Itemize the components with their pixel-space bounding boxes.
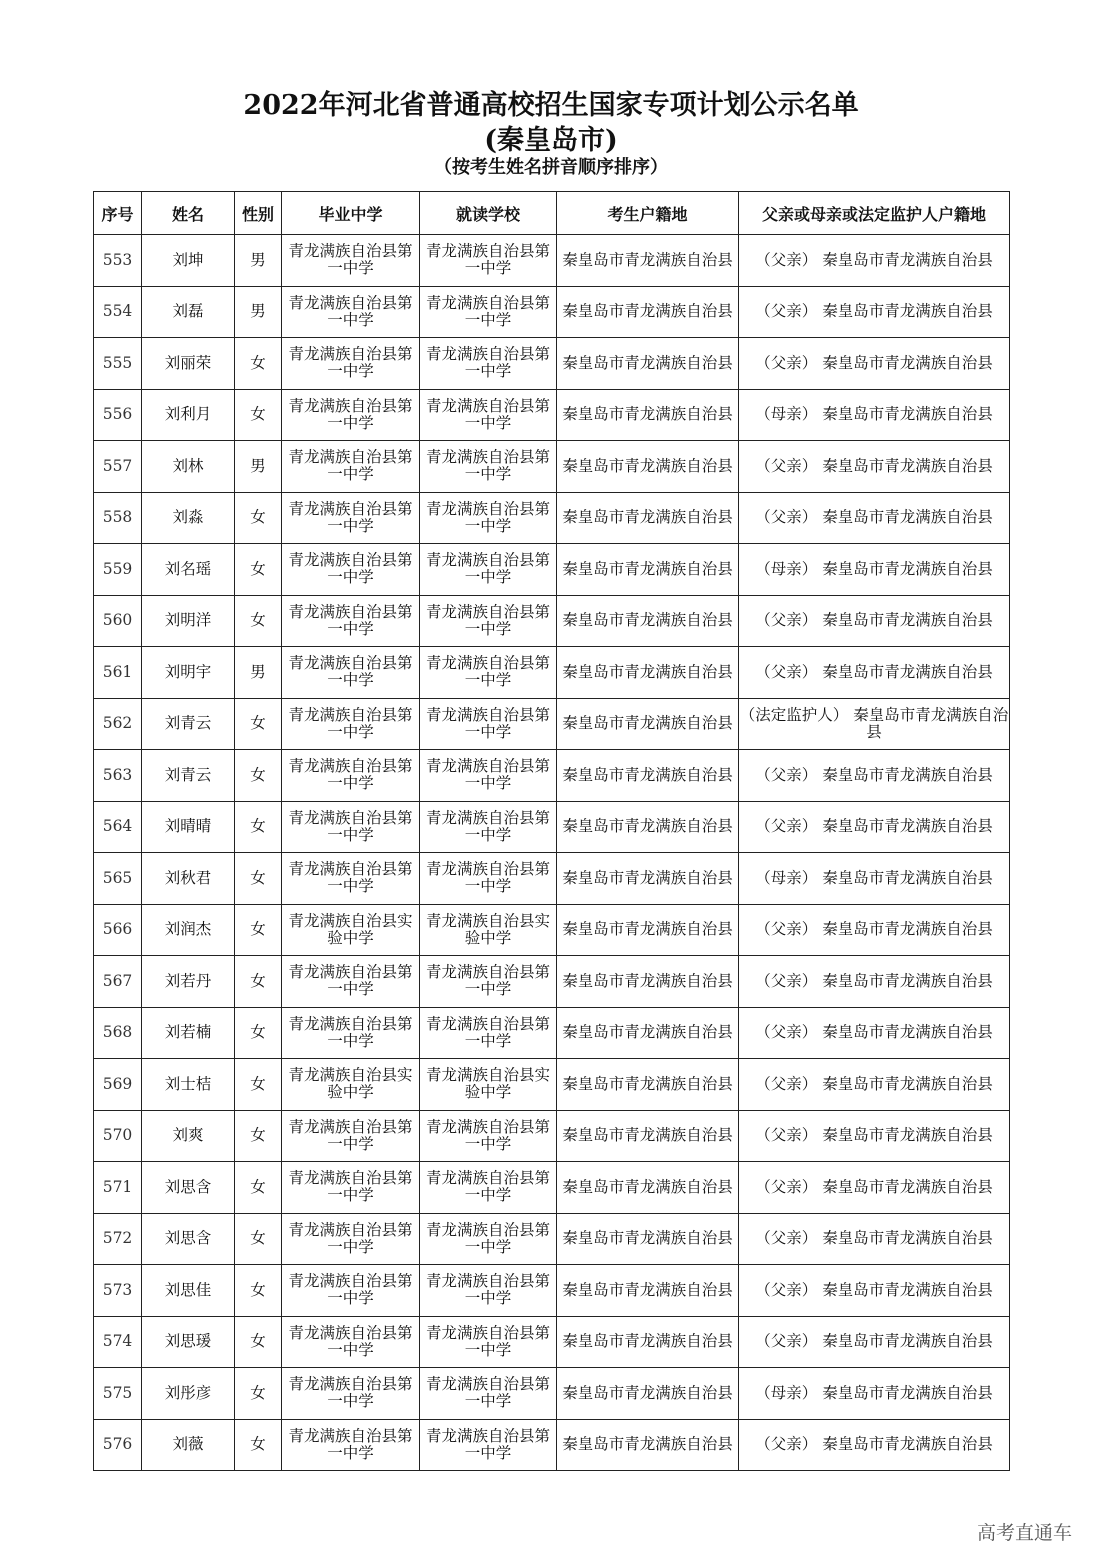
cell-sex: 女 xyxy=(235,1059,282,1111)
cell-current-school: 青龙满族自治县第一中学 xyxy=(420,1368,557,1420)
cell-no: 561 xyxy=(94,647,142,699)
page-subtitle: (秦皇岛市) xyxy=(484,125,618,156)
cell-no: 557 xyxy=(94,441,142,493)
cell-name: 刘坤 xyxy=(142,235,235,287)
cell-hukou: 秦皇岛市青龙满族自治县 xyxy=(557,647,739,699)
cell-parent-hukou: （父亲） 秦皇岛市青龙满族自治县 xyxy=(739,338,1010,390)
table-row xyxy=(94,698,1010,750)
cell-name: 刘彤彦 xyxy=(142,1368,235,1420)
table-row xyxy=(94,1265,1010,1317)
cell-hukou: 秦皇岛市青龙满族自治县 xyxy=(557,1007,739,1059)
cell-current-school: 青龙满族自治县第一中学 xyxy=(420,1110,557,1162)
cell-sex: 女 xyxy=(235,801,282,853)
table-row xyxy=(94,1419,1010,1471)
cell-name: 刘若楠 xyxy=(142,1007,235,1059)
cell-no: 553 xyxy=(94,235,142,287)
cell-current-school: 青龙满族自治县第一中学 xyxy=(420,389,557,441)
cell-no: 572 xyxy=(94,1213,142,1265)
cell-sex: 男 xyxy=(235,235,282,287)
cell-grad-school: 青龙满族自治县第一中学 xyxy=(282,1368,420,1420)
cell-current-school: 青龙满族自治县第一中学 xyxy=(420,1007,557,1059)
cell-sex: 女 xyxy=(235,1213,282,1265)
cell-parent-hukou: （父亲） 秦皇岛市青龙满族自治县 xyxy=(739,1162,1010,1214)
table-row xyxy=(94,595,1010,647)
cell-sex: 女 xyxy=(235,698,282,750)
table-row xyxy=(94,1110,1010,1162)
cell-no: 568 xyxy=(94,1007,142,1059)
cell-sex: 女 xyxy=(235,338,282,390)
cell-no: 575 xyxy=(94,1368,142,1420)
cell-no: 563 xyxy=(94,750,142,802)
cell-no: 562 xyxy=(94,698,142,750)
cell-sex: 女 xyxy=(235,1007,282,1059)
cell-grad-school: 青龙满族自治县第一中学 xyxy=(282,441,420,493)
cell-hukou: 秦皇岛市青龙满族自治县 xyxy=(557,492,739,544)
cell-grad-school: 青龙满族自治县第一中学 xyxy=(282,338,420,390)
cell-current-school: 青龙满族自治县第一中学 xyxy=(420,647,557,699)
cell-hukou: 秦皇岛市青龙满族自治县 xyxy=(557,956,739,1008)
cell-name: 刘秋君 xyxy=(142,853,235,905)
cell-grad-school: 青龙满族自治县实验中学 xyxy=(282,1059,420,1111)
cell-sex: 女 xyxy=(235,904,282,956)
cell-name: 刘青云 xyxy=(142,750,235,802)
watermark: 高考直通车 xyxy=(976,1522,1072,1544)
cell-grad-school: 青龙满族自治县第一中学 xyxy=(282,801,420,853)
cell-current-school: 青龙满族自治县第一中学 xyxy=(420,544,557,596)
cell-parent-hukou: （父亲） 秦皇岛市青龙满族自治县 xyxy=(739,750,1010,802)
cell-grad-school: 青龙满族自治县第一中学 xyxy=(282,750,420,802)
cell-current-school: 青龙满族自治县第一中学 xyxy=(420,1419,557,1471)
cell-grad-school: 青龙满族自治县第一中学 xyxy=(282,1162,420,1214)
table-row xyxy=(94,1162,1010,1214)
cell-current-school: 青龙满族自治县第一中学 xyxy=(420,801,557,853)
cell-grad-school: 青龙满族自治县第一中学 xyxy=(282,595,420,647)
cell-parent-hukou: （父亲） 秦皇岛市青龙满族自治县 xyxy=(739,1419,1010,1471)
cell-grad-school: 青龙满族自治县第一中学 xyxy=(282,389,420,441)
cell-sex: 女 xyxy=(235,389,282,441)
cell-parent-hukou: （父亲） 秦皇岛市青龙满族自治县 xyxy=(739,1059,1010,1111)
table-row xyxy=(94,389,1010,441)
cell-grad-school: 青龙满族自治县第一中学 xyxy=(282,1316,420,1368)
cell-name: 刘润杰 xyxy=(142,904,235,956)
cell-parent-hukou: （父亲） 秦皇岛市青龙满族自治县 xyxy=(739,595,1010,647)
cell-name: 刘若丹 xyxy=(142,956,235,1008)
cell-no: 558 xyxy=(94,492,142,544)
cell-current-school: 青龙满族自治县第一中学 xyxy=(420,235,557,287)
cell-parent-hukou: （母亲） 秦皇岛市青龙满族自治县 xyxy=(739,1368,1010,1420)
cell-parent-hukou: （法定监护人） 秦皇岛市青龙满族自治县 xyxy=(739,698,1010,750)
cell-no: 573 xyxy=(94,1265,142,1317)
cell-no: 567 xyxy=(94,956,142,1008)
cell-hukou: 秦皇岛市青龙满族自治县 xyxy=(557,595,739,647)
table-body xyxy=(94,235,1010,1471)
cell-parent-hukou: （父亲） 秦皇岛市青龙满族自治县 xyxy=(739,492,1010,544)
cell-current-school: 青龙满族自治县第一中学 xyxy=(420,1265,557,1317)
cell-parent-hukou: （父亲） 秦皇岛市青龙满族自治县 xyxy=(739,1110,1010,1162)
cell-no: 576 xyxy=(94,1419,142,1471)
cell-parent-hukou: （父亲） 秦皇岛市青龙满族自治县 xyxy=(739,956,1010,1008)
cell-sex: 女 xyxy=(235,1162,282,1214)
table-row xyxy=(94,235,1010,287)
cell-parent-hukou: （父亲） 秦皇岛市青龙满族自治县 xyxy=(739,1007,1010,1059)
cell-current-school: 青龙满族自治县第一中学 xyxy=(420,338,557,390)
page-title: 2022年河北省普通高校招生国家专项计划公示名单 xyxy=(243,90,859,121)
cell-hukou: 秦皇岛市青龙满族自治县 xyxy=(557,235,739,287)
table-row xyxy=(94,286,1010,338)
table-row xyxy=(94,1368,1010,1420)
cell-name: 刘利月 xyxy=(142,389,235,441)
cell-hukou: 秦皇岛市青龙满族自治县 xyxy=(557,389,739,441)
cell-hukou: 秦皇岛市青龙满族自治县 xyxy=(557,904,739,956)
cell-current-school: 青龙满族自治县第一中学 xyxy=(420,492,557,544)
cell-hukou: 秦皇岛市青龙满族自治县 xyxy=(557,698,739,750)
cell-current-school: 青龙满族自治县第一中学 xyxy=(420,750,557,802)
cell-current-school: 青龙满族自治县第一中学 xyxy=(420,286,557,338)
cell-hukou: 秦皇岛市青龙满族自治县 xyxy=(557,286,739,338)
cell-no: 570 xyxy=(94,1110,142,1162)
table-row xyxy=(94,1007,1010,1059)
cell-hukou: 秦皇岛市青龙满族自治县 xyxy=(557,1110,739,1162)
cell-name: 刘青云 xyxy=(142,698,235,750)
sort-note: （按考生姓名拼音顺序排序） xyxy=(434,157,668,178)
cell-name: 刘明宇 xyxy=(142,647,235,699)
cell-parent-hukou: （母亲） 秦皇岛市青龙满族自治县 xyxy=(739,389,1010,441)
cell-sex: 女 xyxy=(235,492,282,544)
cell-sex: 女 xyxy=(235,956,282,1008)
cell-current-school: 青龙满族自治县第一中学 xyxy=(420,1316,557,1368)
table-row xyxy=(94,750,1010,802)
table-row xyxy=(94,956,1010,1008)
cell-no: 571 xyxy=(94,1162,142,1214)
table-row xyxy=(94,441,1010,493)
cell-grad-school: 青龙满族自治县第一中学 xyxy=(282,1213,420,1265)
cell-name: 刘思佳 xyxy=(142,1265,235,1317)
cell-no: 554 xyxy=(94,286,142,338)
cell-name: 刘磊 xyxy=(142,286,235,338)
cell-hukou: 秦皇岛市青龙满族自治县 xyxy=(557,853,739,905)
cell-hukou: 秦皇岛市青龙满族自治县 xyxy=(557,1265,739,1317)
table-row xyxy=(94,647,1010,699)
cell-hukou: 秦皇岛市青龙满族自治县 xyxy=(557,441,739,493)
cell-name: 刘士桔 xyxy=(142,1059,235,1111)
cell-no: 559 xyxy=(94,544,142,596)
cell-sex: 男 xyxy=(235,286,282,338)
cell-hukou: 秦皇岛市青龙满族自治县 xyxy=(557,801,739,853)
cell-name: 刘晴晴 xyxy=(142,801,235,853)
cell-hukou: 秦皇岛市青龙满族自治县 xyxy=(557,1059,739,1111)
cell-grad-school: 青龙满族自治县第一中学 xyxy=(282,1007,420,1059)
cell-no: 574 xyxy=(94,1316,142,1368)
cell-current-school: 青龙满族自治县第一中学 xyxy=(420,441,557,493)
cell-name: 刘林 xyxy=(142,441,235,493)
table-row xyxy=(94,1316,1010,1368)
cell-sex: 女 xyxy=(235,595,282,647)
column-header-sex: 性别 xyxy=(235,192,282,235)
cell-grad-school: 青龙满族自治县第一中学 xyxy=(282,853,420,905)
cell-parent-hukou: （父亲） 秦皇岛市青龙满族自治县 xyxy=(739,1213,1010,1265)
column-header-hukou: 考生户籍地 xyxy=(557,192,739,235)
cell-sex: 女 xyxy=(235,1265,282,1317)
cell-parent-hukou: （父亲） 秦皇岛市青龙满族自治县 xyxy=(739,441,1010,493)
cell-current-school: 青龙满族自治县第一中学 xyxy=(420,698,557,750)
cell-name: 刘爽 xyxy=(142,1110,235,1162)
cell-grad-school: 青龙满族自治县第一中学 xyxy=(282,235,420,287)
column-header-no: 序号 xyxy=(94,192,142,235)
table-row xyxy=(94,492,1010,544)
cell-hukou: 秦皇岛市青龙满族自治县 xyxy=(557,1162,739,1214)
cell-current-school: 青龙满族自治县第一中学 xyxy=(420,853,557,905)
table-row xyxy=(94,801,1010,853)
cell-name: 刘名瑶 xyxy=(142,544,235,596)
cell-current-school: 青龙满族自治县第一中学 xyxy=(420,1162,557,1214)
cell-parent-hukou: （父亲） 秦皇岛市青龙满族自治县 xyxy=(739,235,1010,287)
cell-parent-hukou: （父亲） 秦皇岛市青龙满族自治县 xyxy=(739,286,1010,338)
cell-grad-school: 青龙满族自治县第一中学 xyxy=(282,698,420,750)
cell-name: 刘明洋 xyxy=(142,595,235,647)
cell-no: 555 xyxy=(94,338,142,390)
cell-no: 560 xyxy=(94,595,142,647)
cell-parent-hukou: （母亲） 秦皇岛市青龙满族自治县 xyxy=(739,853,1010,905)
cell-no: 569 xyxy=(94,1059,142,1111)
cell-parent-hukou: （父亲） 秦皇岛市青龙满族自治县 xyxy=(739,801,1010,853)
cell-grad-school: 青龙满族自治县第一中学 xyxy=(282,544,420,596)
column-header-parent-hukou: 父亲或母亲或法定监护人户籍地 xyxy=(739,192,1010,235)
table-row xyxy=(94,904,1010,956)
cell-grad-school: 青龙满族自治县第一中学 xyxy=(282,1110,420,1162)
column-header-current-school: 就读学校 xyxy=(420,192,557,235)
cell-current-school: 青龙满族自治县实验中学 xyxy=(420,1059,557,1111)
cell-sex: 女 xyxy=(235,544,282,596)
cell-hukou: 秦皇岛市青龙满族自治县 xyxy=(557,1213,739,1265)
cell-name: 刘淼 xyxy=(142,492,235,544)
column-header-grad-school: 毕业中学 xyxy=(282,192,420,235)
cell-current-school: 青龙满族自治县第一中学 xyxy=(420,956,557,1008)
cell-sex: 女 xyxy=(235,1316,282,1368)
cell-current-school: 青龙满族自治县实验中学 xyxy=(420,904,557,956)
cell-current-school: 青龙满族自治县第一中学 xyxy=(420,595,557,647)
cell-hukou: 秦皇岛市青龙满族自治县 xyxy=(557,1316,739,1368)
cell-sex: 男 xyxy=(235,441,282,493)
table-header-row xyxy=(94,192,1010,235)
cell-name: 刘思瑗 xyxy=(142,1316,235,1368)
cell-parent-hukou: （父亲） 秦皇岛市青龙满族自治县 xyxy=(739,1265,1010,1317)
cell-hukou: 秦皇岛市青龙满族自治县 xyxy=(557,750,739,802)
cell-sex: 男 xyxy=(235,647,282,699)
cell-sex: 女 xyxy=(235,750,282,802)
cell-current-school: 青龙满族自治县第一中学 xyxy=(420,1213,557,1265)
cell-name: 刘丽荣 xyxy=(142,338,235,390)
cell-no: 564 xyxy=(94,801,142,853)
cell-no: 566 xyxy=(94,904,142,956)
cell-name: 刘薇 xyxy=(142,1419,235,1471)
table-row xyxy=(94,544,1010,596)
cell-grad-school: 青龙满族自治县第一中学 xyxy=(282,286,420,338)
cell-hukou: 秦皇岛市青龙满族自治县 xyxy=(557,1368,739,1420)
cell-parent-hukou: （父亲） 秦皇岛市青龙满族自治县 xyxy=(739,647,1010,699)
cell-hukou: 秦皇岛市青龙满族自治县 xyxy=(557,338,739,390)
cell-parent-hukou: （父亲） 秦皇岛市青龙满族自治县 xyxy=(739,904,1010,956)
column-header-name: 姓名 xyxy=(142,192,235,235)
cell-name: 刘思含 xyxy=(142,1162,235,1214)
cell-sex: 女 xyxy=(235,1110,282,1162)
cell-sex: 女 xyxy=(235,1419,282,1471)
cell-parent-hukou: （母亲） 秦皇岛市青龙满族自治县 xyxy=(739,544,1010,596)
cell-grad-school: 青龙满族自治县第一中学 xyxy=(282,1419,420,1471)
cell-grad-school: 青龙满族自治县第一中学 xyxy=(282,647,420,699)
cell-hukou: 秦皇岛市青龙满族自治县 xyxy=(557,544,739,596)
cell-grad-school: 青龙满族自治县第一中学 xyxy=(282,956,420,1008)
table-row xyxy=(94,338,1010,390)
cell-grad-school: 青龙满族自治县第一中学 xyxy=(282,492,420,544)
table-row xyxy=(94,853,1010,905)
cell-no: 556 xyxy=(94,389,142,441)
cell-name: 刘思含 xyxy=(142,1213,235,1265)
cell-no: 565 xyxy=(94,853,142,905)
cell-parent-hukou: （父亲） 秦皇岛市青龙满族自治县 xyxy=(739,1316,1010,1368)
cell-sex: 女 xyxy=(235,1368,282,1420)
table-row xyxy=(94,1059,1010,1111)
cell-hukou: 秦皇岛市青龙满族自治县 xyxy=(557,1419,739,1471)
cell-grad-school: 青龙满族自治县实验中学 xyxy=(282,904,420,956)
cell-grad-school: 青龙满族自治县第一中学 xyxy=(282,1265,420,1317)
roster-table xyxy=(93,191,1010,1471)
table-row xyxy=(94,1213,1010,1265)
cell-sex: 女 xyxy=(235,853,282,905)
